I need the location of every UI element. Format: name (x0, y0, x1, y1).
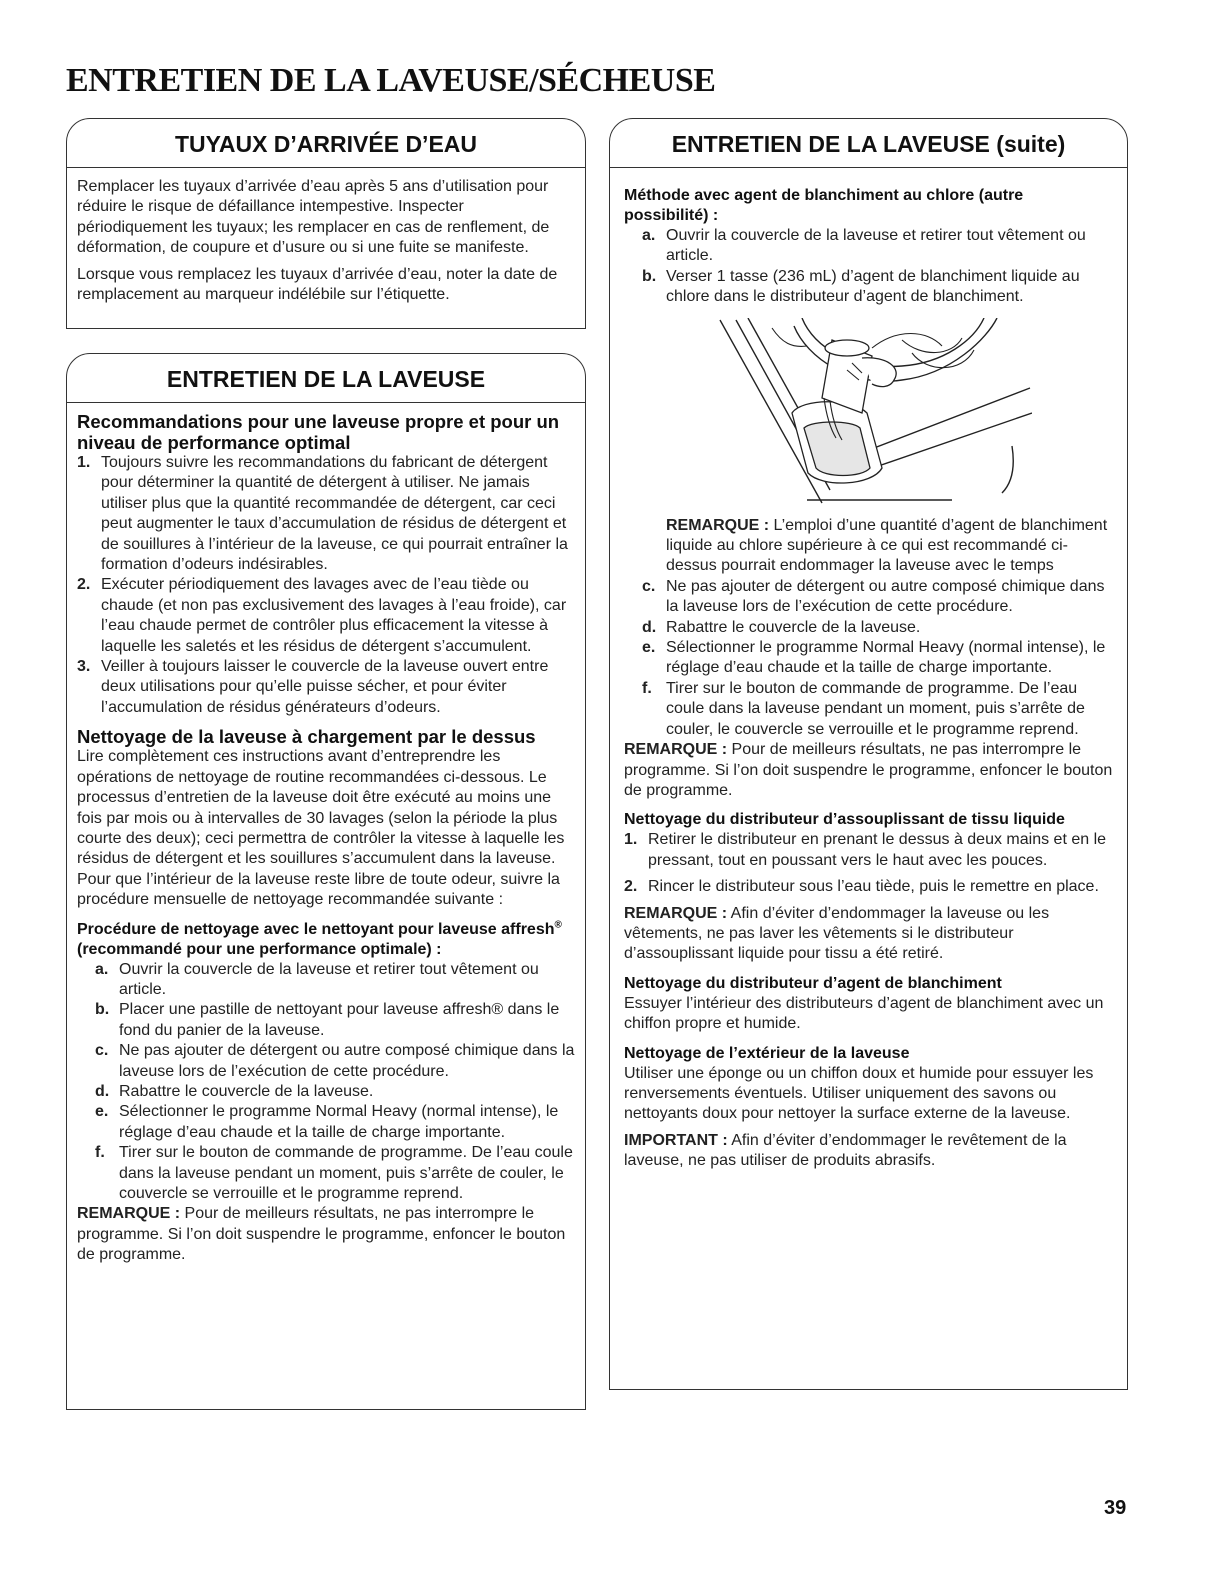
list-item-text: Verser 1 tasse (236 mL) d’agent de blanchiment liquide au chlore dans le distributeur d’agent de blanchiment. (666, 267, 1080, 306)
note-text: Pour de meilleurs résultats, ne pas interrompre le programme. Si l’on doit suspendre le programme, enfoncer le bouton de programme. (77, 1205, 566, 1264)
washer-care-heading: ENTRETIEN DE LA LAVEUSE (67, 354, 585, 403)
list-marker: 1. (624, 831, 638, 849)
list-item-text: Rabattre le couvercle de la laveuse. (666, 618, 921, 636)
affresh-note (77, 1204, 575, 1265)
page-title: ENTRETIEN DE LA LAVEUSE/SÉCHEUSE (66, 62, 716, 99)
bleach-dispenser-text: Essuyer l’intérieur des distributeurs d’agent de blanchiment avec un chiffon propre et humide. (624, 994, 1104, 1033)
list-item-text: Exécuter périodiquement des lavages avec de l’eau tiède ou chaude (et non pas exclusivement des lavages à l’eau froide), car l’eau chaude permet de contrôler plus efficacement la vitesse à laquelle les saletés et les résidus de détergent s’accumulent. (101, 576, 567, 655)
softener-steps-list (624, 830, 1117, 897)
list-marker: e. (95, 1103, 109, 1121)
exterior-cleaning-text: Utiliser une éponge ou un chiffon doux et humide pour essuyer les renversements éventuels. Utiliser uniquement des savons ou nettoyants doux pour nettoyer la surface externe de la laveuse. (624, 1064, 1094, 1123)
list-item (624, 638, 1117, 679)
list-item-text: Sélectionner le programme Normal Heavy (normal intense), le réglage d’eau chaude et la taille de charge importante. (666, 639, 1106, 677)
washer-care-continued-heading: ENTRETIEN DE LA LAVEUSE (suite) (610, 119, 1127, 168)
softener-dispenser-heading: Nettoyage du distributeur d’assouplissant de tissu liquide (624, 811, 1065, 829)
list-item (77, 453, 575, 575)
note-label: REMARQUE : (624, 741, 728, 759)
note-label: REMARQUE : (666, 516, 770, 534)
recommendations-list (77, 453, 575, 718)
affresh-procedure-heading-part: Procédure de nettoyage avec le nettoyant pour laveuse affresh (77, 920, 555, 938)
important-text: Afin d’éviter d’endommager le revêtement de la laveuse, ne pas utiliser de produits abrasifs. (624, 1131, 1067, 1170)
list-marker: 3. (77, 658, 91, 676)
list-item (77, 657, 575, 718)
note-text: Pour de meilleurs résultats, ne pas interrompre le programme. Si l’on doit suspendre le programme, enfoncer le bouton de programme. (624, 741, 1113, 799)
important-note (624, 1131, 1117, 1172)
list-item-text: Tirer sur le bouton de commande de programme. De l’eau coule dans la laveuse pendant un moment, puis s’arrête de couler, le couvercle se verrouille et le programme reprend. (666, 679, 1085, 738)
exterior-cleaning-heading: Nettoyage de l’extérieur de la laveuse (624, 1044, 910, 1062)
list-item-text: Tirer sur le bouton de commande de programme. De l’eau coule dans la laveuse pendant un moment, puis s’arrête de couler, le couvercle se verrouille et le programme reprend. (119, 1144, 573, 1202)
list-item (624, 830, 1117, 871)
recommendations-heading: Recommandations pour une laveuse propre et pour un niveau de performance optimal (77, 411, 560, 453)
softener-note (624, 904, 1117, 965)
list-marker: 2. (624, 878, 638, 896)
list-item-text: Toujours suivre les recommandations du fabricant de détergent pour déterminer la quantité de détergent à utiliser. Ne jamais utiliser plus que la quantité recommandée de détergent, car ceci peut augmenter le taux d’accumulation de résidus de détergent et de souillures à l’intérieur de la laveuse, ce qui pourrait entraîner la formation d’odeurs indésirables. (101, 454, 568, 574)
list-item (624, 618, 1117, 638)
list-item (77, 1041, 575, 1082)
chlorine-steps-list (624, 226, 1117, 308)
chlorine-method-heading: Méthode avec agent de blanchiment au chlore (autre possibilité) : (624, 187, 1024, 224)
list-item (77, 1000, 575, 1041)
list-marker: d. (642, 618, 657, 636)
list-item-text: Ouvrir la couvercle de la laveuse et retirer tout vêtement ou article. (119, 960, 539, 998)
note-text: Afin d’éviter d’endommager la laveuse ou les vêtements, ne pas laver les vêtements si le distributeur d’assouplissant liquide pour tissu a été retiré. (624, 904, 1050, 963)
list-item (77, 1143, 575, 1204)
water-hoses-para-1: Remplacer les tuyaux d’arrivée d’eau après 5 ans d’utilisation pour réduire le risque de défaillance intempestive. Inspecter périodiquement les tuyaux; les remplacer en cas de renflement, de déformation, de coupure et d’usure ou si une fuite se manifeste. (77, 178, 550, 257)
list-item (624, 679, 1117, 740)
list-item-text: Ouvrir la couvercle de la laveuse et retirer tout vêtement ou article. (666, 227, 1086, 265)
bleach-quantity-note (624, 516, 1117, 577)
note-label: REMARQUE : (624, 904, 728, 922)
list-marker: c. (95, 1042, 109, 1060)
list-item (624, 877, 1117, 897)
registered-mark: ® (554, 919, 562, 931)
important-label: IMPORTANT : (624, 1131, 728, 1149)
affresh-procedure-heading-part: (recommandé pour une performance optimale) : (77, 940, 442, 958)
list-item (77, 1082, 575, 1102)
list-item (77, 575, 575, 657)
list-marker: b. (95, 1001, 110, 1019)
list-item (624, 577, 1117, 618)
list-marker: a. (642, 227, 656, 244)
affresh-procedure-list (77, 960, 575, 1205)
washer-care-continued-section (609, 118, 1128, 1390)
list-marker: a. (95, 960, 109, 978)
affresh-procedure-heading (77, 920, 575, 960)
top-load-cleaning-text: Lire complètement ces instructions avant d’entreprendre les opérations de nettoyage de routine recommandées ci-dessous. Le processus d’entretien de la laveuse doit être exécuté au moins une fois par mois ou à intervalles de 30 lavages (selon la période la plus courte des deux); ceci permettra de contrôler la vitesse à laquelle les résidus de détergent et les souillures s’accumulent dans la laveuse. Pour que l’intérieur de la laveuse reste libre de toute odeur, suivre la procédure mensuelle de nettoyage recommandée suivante : (77, 748, 565, 909)
bleach-dispenser-heading: Nettoyage du distributeur d’agent de blanchiment (624, 974, 1002, 992)
list-item (624, 226, 1117, 267)
list-item-text: Ne pas ajouter de détergent ou autre composé chimique dans la laveuse lors de l’exécution de cette procédure. (666, 577, 1105, 616)
list-item (624, 267, 1117, 308)
list-item (77, 1102, 575, 1143)
list-marker: d. (95, 1082, 110, 1100)
bleach-pouring-illustration (712, 318, 1032, 508)
list-item-text: Rabattre le couvercle de la laveuse. (119, 1082, 374, 1100)
list-item-text: Ne pas ajouter de détergent ou autre composé chimique dans la laveuse lors de l’exécution de cette procédure. (119, 1042, 575, 1080)
list-item (77, 960, 575, 1001)
chlorine-method-note (624, 740, 1117, 801)
top-load-cleaning-heading: Nettoyage de la laveuse à chargement par le dessus (77, 726, 536, 748)
list-marker: 2. (77, 576, 91, 594)
note-label: REMARQUE : (77, 1205, 181, 1223)
list-marker: f. (642, 679, 652, 697)
list-item-text: Retirer le distributeur en prenant le dessus à deux mains et en le pressant, tout en poussant vers le haut avec les pouces. (648, 831, 1107, 869)
list-marker: e. (642, 639, 656, 657)
water-hoses-heading: TUYAUX D’ARRIVÉE D’EAU (67, 119, 585, 168)
list-marker: c. (642, 577, 656, 595)
list-marker: f. (95, 1144, 105, 1162)
list-item-text: Placer une pastille de nettoyant pour laveuse affresh® dans le fond du panier de la laveuse. (119, 1001, 560, 1039)
page-number: 39 (1104, 1497, 1127, 1519)
washer-care-section (66, 353, 586, 1410)
list-item-text: Rincer le distributeur sous l’eau tiède, puis le remettre en place. (648, 878, 1099, 896)
list-marker: 1. (77, 454, 91, 471)
list-item-text: Veiller à toujours laisser le couvercle de la laveuse ouvert entre deux utilisations pour qu’elle puisse sécher, et pour éviter l’accumulation de résidus générateurs d’odeurs. (101, 658, 549, 716)
bleach-pouring-illustration-graphic (712, 318, 1032, 508)
water-hoses-para-2: Lorsque vous remplacez les tuyaux d’arrivée d’eau, noter la date de remplacement au marqueur indélébile sur l’étiquette. (77, 265, 558, 304)
water-hoses-section (66, 118, 586, 329)
list-item-text: Sélectionner le programme Normal Heavy (normal intense), le réglage d’eau chaude et la taille de charge importante. (119, 1103, 559, 1141)
note-text: L’emploi d’une quantité d’agent de blanchiment liquide au chlore supérieure à ce qui est recommandé ci-dessus pourrait endommager la laveuse avec le temps (666, 516, 1108, 575)
chlorine-steps-list-continued (624, 577, 1117, 740)
list-marker: b. (642, 267, 657, 285)
